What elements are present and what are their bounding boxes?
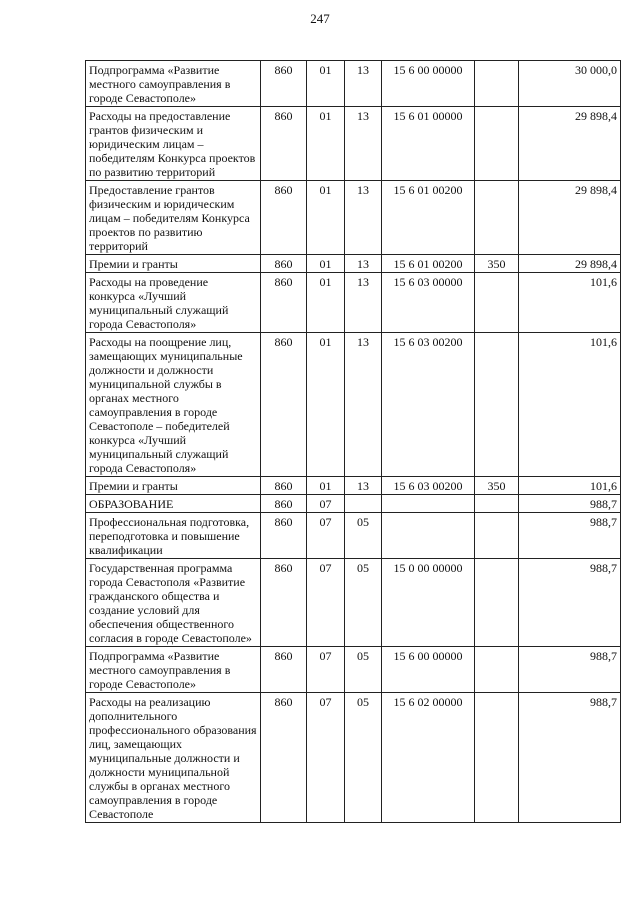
budget-table (85, 60, 621, 823)
amount-cell: 101,6 (519, 273, 621, 333)
expense-type-cell (475, 647, 519, 693)
target-article-cell: 15 6 00 00000 (382, 647, 475, 693)
section-code-cell: 01 (307, 61, 345, 107)
subsection-code-cell: 13 (345, 273, 382, 333)
ministry-code-cell: 860 (261, 559, 307, 647)
section-code-cell: 07 (307, 513, 345, 559)
subsection-code-cell: 13 (345, 107, 382, 181)
target-article-cell: 15 6 03 00000 (382, 273, 475, 333)
subsection-code-cell: 05 (345, 693, 382, 823)
expense-type-cell (475, 333, 519, 477)
table-row (86, 333, 621, 477)
section-code-cell: 01 (307, 181, 345, 255)
expense-type-cell (475, 273, 519, 333)
section-code-cell: 07 (307, 495, 345, 513)
target-article-cell: 15 6 02 00000 (382, 693, 475, 823)
amount-cell: 988,7 (519, 513, 621, 559)
amount-cell: 988,7 (519, 693, 621, 823)
amount-cell: 101,6 (519, 477, 621, 495)
ministry-code-cell: 860 (261, 273, 307, 333)
target-article-cell (382, 513, 475, 559)
item-name-cell: Подпрограмма «Развитие местного самоуправления в городе Севастополе» (86, 61, 261, 107)
target-article-cell: 15 6 03 00200 (382, 477, 475, 495)
subsection-code-cell: 05 (345, 647, 382, 693)
amount-cell: 29 898,4 (519, 181, 621, 255)
amount-cell: 988,7 (519, 559, 621, 647)
amount-cell: 29 898,4 (519, 107, 621, 181)
section-code-cell: 07 (307, 647, 345, 693)
table-row (86, 61, 621, 107)
item-name-cell: Расходы на проведение конкурса «Лучший муниципальный служащий города Севастополя» (86, 273, 261, 333)
target-article-cell: 15 6 01 00200 (382, 181, 475, 255)
target-article-cell: 15 0 00 00000 (382, 559, 475, 647)
item-name-cell: Расходы на поощрение лиц, замещающих муниципальные должности и должности муниципальной службы в органах местного самоуправления в городе Севастополе – победителей конкурса «Лучший муниципальный служащий города Севастополя» (86, 333, 261, 477)
table-row (86, 693, 621, 823)
amount-cell: 988,7 (519, 495, 621, 513)
subsection-code-cell (345, 495, 382, 513)
budget-table-body (86, 61, 621, 823)
ministry-code-cell: 860 (261, 181, 307, 255)
subsection-code-cell: 13 (345, 477, 382, 495)
item-name-cell: Профессиональная подготовка, переподготовка и повышение квалификации (86, 513, 261, 559)
page-number: 247 (310, 11, 330, 26)
subsection-code-cell: 13 (345, 333, 382, 477)
ministry-code-cell: 860 (261, 333, 307, 477)
section-code-cell: 07 (307, 693, 345, 823)
table-row (86, 273, 621, 333)
section-code-cell: 07 (307, 559, 345, 647)
ministry-code-cell: 860 (261, 61, 307, 107)
table-row (86, 477, 621, 495)
ministry-code-cell: 860 (261, 107, 307, 181)
section-code-cell: 01 (307, 107, 345, 181)
target-article-cell: 15 6 01 00200 (382, 255, 475, 273)
target-article-cell: 15 6 00 00000 (382, 61, 475, 107)
table-row (86, 495, 621, 513)
subsection-code-cell: 05 (345, 559, 382, 647)
table-row (86, 559, 621, 647)
ministry-code-cell: 860 (261, 255, 307, 273)
item-name-cell: Премии и гранты (86, 255, 261, 273)
table-row (86, 181, 621, 255)
amount-cell: 29 898,4 (519, 255, 621, 273)
item-name-cell: Расходы на реализацию дополнительного профессионального образования лиц, замещающих муниципальные должности и должности муниципальной службы в органах местного самоуправления в городе Севастополе (86, 693, 261, 823)
item-name-cell: Премии и гранты (86, 477, 261, 495)
expense-type-cell (475, 513, 519, 559)
table-row (86, 255, 621, 273)
expense-type-cell (475, 559, 519, 647)
section-code-cell: 01 (307, 333, 345, 477)
amount-cell: 30 000,0 (519, 61, 621, 107)
section-code-cell: 01 (307, 273, 345, 333)
item-name-cell: Предоставление грантов физическим и юридическим лицам – победителям Конкурса проектов по развитию территорий (86, 181, 261, 255)
ministry-code-cell: 860 (261, 477, 307, 495)
item-name-cell: Государственная программа города Севастополя «Развитие гражданского общества и создание условий для обеспечения общественного согласия в городе Севастополе» (86, 559, 261, 647)
ministry-code-cell: 860 (261, 647, 307, 693)
subsection-code-cell: 13 (345, 61, 382, 107)
section-code-cell: 01 (307, 255, 345, 273)
ministry-code-cell: 860 (261, 693, 307, 823)
target-article-cell: 15 6 01 00000 (382, 107, 475, 181)
amount-cell: 988,7 (519, 647, 621, 693)
target-article-cell: 15 6 03 00200 (382, 333, 475, 477)
expense-type-cell (475, 181, 519, 255)
expense-type-cell: 350 (475, 255, 519, 273)
item-name-cell: ОБРАЗОВАНИЕ (86, 495, 261, 513)
expense-type-cell (475, 495, 519, 513)
expense-type-cell (475, 61, 519, 107)
subsection-code-cell: 13 (345, 255, 382, 273)
section-code-cell: 01 (307, 477, 345, 495)
table-row (86, 107, 621, 181)
expense-type-cell (475, 693, 519, 823)
expense-type-cell (475, 107, 519, 181)
ministry-code-cell: 860 (261, 513, 307, 559)
amount-cell: 101,6 (519, 333, 621, 477)
subsection-code-cell: 05 (345, 513, 382, 559)
ministry-code-cell: 860 (261, 495, 307, 513)
item-name-cell: Подпрограмма «Развитие местного самоуправления в городе Севастополе» (86, 647, 261, 693)
target-article-cell (382, 495, 475, 513)
table-row (86, 513, 621, 559)
expense-type-cell: 350 (475, 477, 519, 495)
item-name-cell: Расходы на предоставление грантов физическим и юридическим лицам – победителям Конкурса проектов по развитию территорий (86, 107, 261, 181)
table-row (86, 647, 621, 693)
subsection-code-cell: 13 (345, 181, 382, 255)
